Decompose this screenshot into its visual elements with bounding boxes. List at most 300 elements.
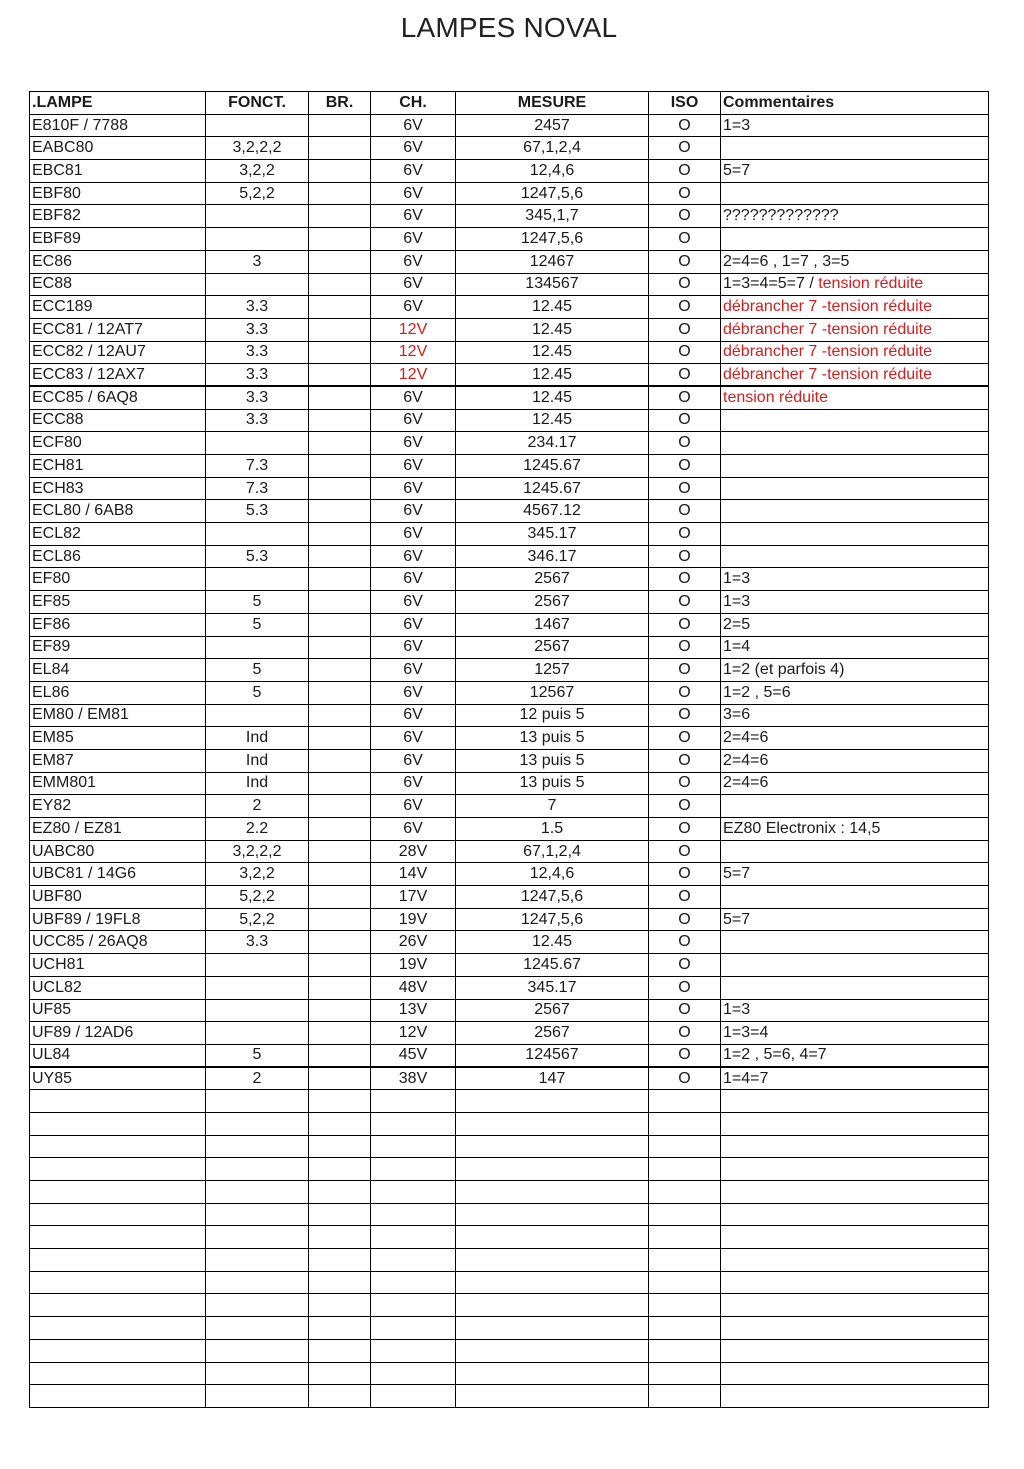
lamp-table bbox=[29, 91, 989, 1408]
cell-mesure: 12 puis 5 bbox=[456, 704, 649, 727]
cell-iso: O bbox=[649, 205, 721, 228]
cell-lampe: EZ80 / EZ81 bbox=[30, 818, 206, 841]
cell-ch: 6V bbox=[371, 477, 456, 500]
cell-iso: O bbox=[649, 795, 721, 818]
cell-mesure: 1257 bbox=[456, 659, 649, 682]
cell-br bbox=[309, 931, 371, 954]
cell-iso: O bbox=[649, 818, 721, 841]
empty-cell bbox=[206, 1112, 309, 1135]
cell-commentaires bbox=[721, 681, 989, 704]
cell-br bbox=[309, 976, 371, 999]
cell-mesure: 12.45 bbox=[456, 341, 649, 364]
empty-cell bbox=[309, 1271, 371, 1294]
empty-table-row bbox=[30, 1158, 989, 1181]
cell-br bbox=[309, 205, 371, 228]
cell-br bbox=[309, 228, 371, 251]
comment-text: 1=2 , 5=6, 4=7 bbox=[723, 1046, 827, 1064]
cell-lampe: EC88 bbox=[30, 273, 206, 296]
cell-fonct: 3,2,2 bbox=[206, 863, 309, 886]
cell-ch: 6V bbox=[371, 386, 456, 409]
cell-ch: 6V bbox=[371, 591, 456, 614]
cell-commentaires bbox=[721, 772, 989, 795]
cell-lampe: EBF80 bbox=[30, 182, 206, 205]
cell-mesure: 2457 bbox=[456, 114, 649, 137]
cell-iso: O bbox=[649, 749, 721, 772]
cell-lampe: EY82 bbox=[30, 795, 206, 818]
comment-warning-text: débrancher 7 -tension réduite bbox=[723, 320, 933, 338]
empty-cell bbox=[30, 1181, 206, 1204]
cell-lampe: EF86 bbox=[30, 613, 206, 636]
cell-fonct bbox=[206, 228, 309, 251]
table-row bbox=[30, 545, 989, 568]
cell-iso: O bbox=[649, 863, 721, 886]
header-row bbox=[30, 92, 989, 115]
cell-iso: O bbox=[649, 1067, 721, 1090]
cell-iso: O bbox=[649, 908, 721, 931]
empty-cell bbox=[30, 1158, 206, 1181]
cell-fonct: 3,2,2,2 bbox=[206, 840, 309, 863]
empty-cell bbox=[206, 1271, 309, 1294]
empty-cell bbox=[309, 1226, 371, 1249]
cell-mesure: 13 puis 5 bbox=[456, 772, 649, 795]
cell-lampe: UL84 bbox=[30, 1044, 206, 1067]
table-row bbox=[30, 1022, 989, 1045]
empty-cell bbox=[456, 1181, 649, 1204]
empty-cell bbox=[456, 1249, 649, 1272]
cell-ch: 14V bbox=[371, 863, 456, 886]
table-row bbox=[30, 840, 989, 863]
cell-ch: 6V bbox=[371, 182, 456, 205]
cell-commentaires bbox=[721, 296, 989, 319]
table-row bbox=[30, 863, 989, 886]
cell-ch: 38V bbox=[371, 1067, 456, 1090]
cell-br bbox=[309, 795, 371, 818]
cell-iso: O bbox=[649, 432, 721, 455]
empty-table-row bbox=[30, 1362, 989, 1385]
cell-br bbox=[309, 681, 371, 704]
cell-fonct: 7.3 bbox=[206, 477, 309, 500]
cell-br bbox=[309, 114, 371, 137]
cell-ch: 6V bbox=[371, 523, 456, 546]
table-row bbox=[30, 386, 989, 409]
cell-br bbox=[309, 250, 371, 273]
cell-lampe: ECL86 bbox=[30, 545, 206, 568]
cell-mesure: 12467 bbox=[456, 250, 649, 273]
cell-ch: 6V bbox=[371, 636, 456, 659]
empty-cell bbox=[206, 1226, 309, 1249]
empty-cell bbox=[309, 1090, 371, 1113]
cell-lampe: ECC82 / 12AU7 bbox=[30, 341, 206, 364]
table-body bbox=[30, 114, 989, 1407]
table-row bbox=[30, 591, 989, 614]
cell-iso: O bbox=[649, 568, 721, 591]
cell-ch: 13V bbox=[371, 999, 456, 1022]
empty-cell bbox=[721, 1203, 989, 1226]
empty-cell bbox=[371, 1385, 456, 1408]
cell-fonct: 3.3 bbox=[206, 409, 309, 432]
cell-lampe: ECF80 bbox=[30, 432, 206, 455]
empty-cell bbox=[309, 1339, 371, 1362]
cell-fonct bbox=[206, 205, 309, 228]
cell-ch: 6V bbox=[371, 273, 456, 296]
empty-cell bbox=[649, 1203, 721, 1226]
cell-commentaires bbox=[721, 795, 989, 818]
comment-text: 2=4=6 bbox=[723, 751, 769, 769]
cell-iso: O bbox=[649, 659, 721, 682]
cell-ch: 6V bbox=[371, 114, 456, 137]
cell-fonct: 5,2,2 bbox=[206, 182, 309, 205]
empty-cell bbox=[649, 1385, 721, 1408]
cell-commentaires bbox=[721, 636, 989, 659]
cell-ch: 6V bbox=[371, 613, 456, 636]
empty-cell bbox=[30, 1317, 206, 1340]
cell-fonct bbox=[206, 568, 309, 591]
cell-br bbox=[309, 455, 371, 478]
cell-iso: O bbox=[649, 591, 721, 614]
cell-fonct: Ind bbox=[206, 772, 309, 795]
empty-cell bbox=[649, 1317, 721, 1340]
cell-br bbox=[309, 659, 371, 682]
empty-cell bbox=[206, 1158, 309, 1181]
cell-commentaires bbox=[721, 477, 989, 500]
cell-br bbox=[309, 364, 371, 387]
table-row bbox=[30, 954, 989, 977]
empty-cell bbox=[371, 1294, 456, 1317]
empty-cell bbox=[206, 1317, 309, 1340]
empty-cell bbox=[206, 1203, 309, 1226]
cell-commentaires bbox=[721, 114, 989, 137]
comment-text: 5=7 bbox=[723, 865, 751, 883]
empty-cell bbox=[206, 1249, 309, 1272]
empty-cell bbox=[206, 1135, 309, 1158]
cell-lampe: UCC85 / 26AQ8 bbox=[30, 931, 206, 954]
empty-cell bbox=[721, 1271, 989, 1294]
cell-br bbox=[309, 727, 371, 750]
empty-cell bbox=[456, 1271, 649, 1294]
table-row bbox=[30, 341, 989, 364]
cell-iso: O bbox=[649, 114, 721, 137]
cell-mesure: 1245.67 bbox=[456, 954, 649, 977]
table-row bbox=[30, 886, 989, 909]
cell-br bbox=[309, 613, 371, 636]
empty-cell bbox=[206, 1385, 309, 1408]
cell-commentaires bbox=[721, 386, 989, 409]
empty-cell bbox=[371, 1317, 456, 1340]
empty-cell bbox=[206, 1181, 309, 1204]
table-row bbox=[30, 931, 989, 954]
cell-mesure: 2567 bbox=[456, 1022, 649, 1045]
cell-ch: 6V bbox=[371, 772, 456, 795]
table-row bbox=[30, 681, 989, 704]
header-mesure: MESURE bbox=[456, 92, 649, 115]
empty-cell bbox=[456, 1090, 649, 1113]
cell-fonct: 3,2,2 bbox=[206, 160, 309, 183]
table-row bbox=[30, 772, 989, 795]
empty-cell bbox=[309, 1135, 371, 1158]
comment-text: 2=4=6 , 1=7 , 3=5 bbox=[723, 252, 850, 270]
cell-ch: 6V bbox=[371, 545, 456, 568]
empty-cell bbox=[456, 1226, 649, 1249]
cell-mesure: 1.5 bbox=[456, 818, 649, 841]
comment-text: 3=6 bbox=[723, 706, 751, 724]
cell-fonct bbox=[206, 1022, 309, 1045]
empty-cell bbox=[456, 1158, 649, 1181]
table-row bbox=[30, 704, 989, 727]
cell-iso: O bbox=[649, 500, 721, 523]
cell-iso: O bbox=[649, 364, 721, 387]
empty-cell bbox=[456, 1294, 649, 1317]
cell-iso: O bbox=[649, 727, 721, 750]
comment-text: 1=2 (et parfois 4) bbox=[723, 661, 845, 679]
cell-mesure: 2567 bbox=[456, 636, 649, 659]
cell-mesure: 12,4,6 bbox=[456, 160, 649, 183]
empty-cell bbox=[649, 1294, 721, 1317]
table-row bbox=[30, 160, 989, 183]
cell-iso: O bbox=[649, 954, 721, 977]
cell-mesure: 1467 bbox=[456, 613, 649, 636]
cell-mesure: 7 bbox=[456, 795, 649, 818]
cell-lampe: EF89 bbox=[30, 636, 206, 659]
empty-cell bbox=[30, 1385, 206, 1408]
cell-fonct: 5 bbox=[206, 681, 309, 704]
cell-commentaires bbox=[721, 840, 989, 863]
cell-commentaires bbox=[721, 704, 989, 727]
empty-cell bbox=[206, 1090, 309, 1113]
cell-mesure: 345.17 bbox=[456, 976, 649, 999]
empty-table-row bbox=[30, 1112, 989, 1135]
cell-lampe: ECC189 bbox=[30, 296, 206, 319]
empty-cell bbox=[30, 1362, 206, 1385]
cell-fonct: 3.3 bbox=[206, 318, 309, 341]
cell-commentaires bbox=[721, 500, 989, 523]
cell-commentaires bbox=[721, 1022, 989, 1045]
cell-mesure: 1247,5,6 bbox=[456, 908, 649, 931]
cell-fonct bbox=[206, 432, 309, 455]
cell-lampe: ECC88 bbox=[30, 409, 206, 432]
cell-mesure: 234.17 bbox=[456, 432, 649, 455]
table-row bbox=[30, 659, 989, 682]
cell-iso: O bbox=[649, 273, 721, 296]
cell-iso: O bbox=[649, 772, 721, 795]
empty-cell bbox=[309, 1249, 371, 1272]
empty-cell bbox=[30, 1339, 206, 1362]
cell-commentaires bbox=[721, 818, 989, 841]
table-row bbox=[30, 613, 989, 636]
empty-cell bbox=[649, 1226, 721, 1249]
cell-fonct bbox=[206, 976, 309, 999]
empty-cell bbox=[649, 1249, 721, 1272]
comment-text: 2=4=6 bbox=[723, 729, 769, 747]
cell-ch: 6V bbox=[371, 749, 456, 772]
cell-lampe: ECC83 / 12AX7 bbox=[30, 364, 206, 387]
table-row bbox=[30, 455, 989, 478]
empty-cell bbox=[206, 1294, 309, 1317]
cell-ch: 45V bbox=[371, 1044, 456, 1067]
cell-br bbox=[309, 591, 371, 614]
cell-commentaires bbox=[721, 364, 989, 387]
cell-commentaires bbox=[721, 727, 989, 750]
cell-ch: 6V bbox=[371, 818, 456, 841]
cell-ch: 6V bbox=[371, 205, 456, 228]
cell-lampe: EM85 bbox=[30, 727, 206, 750]
cell-fonct: 3.3 bbox=[206, 364, 309, 387]
cell-ch: 6V bbox=[371, 659, 456, 682]
empty-table-row bbox=[30, 1271, 989, 1294]
empty-cell bbox=[371, 1362, 456, 1385]
comment-text: 5=7 bbox=[723, 161, 751, 179]
cell-br bbox=[309, 409, 371, 432]
cell-fonct bbox=[206, 999, 309, 1022]
comment-text: 1=3 bbox=[723, 570, 751, 588]
empty-table-row bbox=[30, 1181, 989, 1204]
empty-cell bbox=[30, 1226, 206, 1249]
cell-lampe: EBF89 bbox=[30, 228, 206, 251]
table-row bbox=[30, 205, 989, 228]
empty-cell bbox=[649, 1112, 721, 1135]
cell-iso: O bbox=[649, 296, 721, 319]
table-row bbox=[30, 976, 989, 999]
cell-commentaires bbox=[721, 1044, 989, 1067]
cell-iso: O bbox=[649, 1022, 721, 1045]
empty-cell bbox=[456, 1362, 649, 1385]
cell-iso: O bbox=[649, 250, 721, 273]
page-title: LAMPES NOVAL bbox=[400, 12, 618, 43]
cell-lampe: EL84 bbox=[30, 659, 206, 682]
cell-mesure: 1247,5,6 bbox=[456, 228, 649, 251]
comment-text: 1=2 , 5=6 bbox=[723, 683, 791, 701]
cell-commentaires bbox=[721, 523, 989, 546]
cell-ch: 6V bbox=[371, 704, 456, 727]
cell-fonct: Ind bbox=[206, 749, 309, 772]
cell-br bbox=[309, 568, 371, 591]
empty-table-row bbox=[30, 1203, 989, 1226]
table-row bbox=[30, 364, 989, 387]
cell-lampe: EBF82 bbox=[30, 205, 206, 228]
cell-iso: O bbox=[649, 318, 721, 341]
cell-lampe: ECL80 / 6AB8 bbox=[30, 500, 206, 523]
cell-br bbox=[309, 886, 371, 909]
cell-fonct: 5,2,2 bbox=[206, 886, 309, 909]
cell-fonct bbox=[206, 523, 309, 546]
cell-fonct: 3 bbox=[206, 250, 309, 273]
cell-commentaires bbox=[721, 591, 989, 614]
cell-lampe: EABC80 bbox=[30, 137, 206, 160]
cell-fonct: 3.3 bbox=[206, 931, 309, 954]
cell-fonct: 2 bbox=[206, 1067, 309, 1090]
cell-mesure: 345.17 bbox=[456, 523, 649, 546]
cell-ch: 19V bbox=[371, 954, 456, 977]
cell-fonct bbox=[206, 704, 309, 727]
cell-fonct: 5 bbox=[206, 1044, 309, 1067]
cell-ch: 6V bbox=[371, 160, 456, 183]
cell-lampe: EMM801 bbox=[30, 772, 206, 795]
cell-commentaires bbox=[721, 659, 989, 682]
cell-mesure: 1245.67 bbox=[456, 477, 649, 500]
cell-iso: O bbox=[649, 409, 721, 432]
comment-text: 1=3=4 bbox=[723, 1024, 769, 1042]
cell-iso: O bbox=[649, 976, 721, 999]
cell-iso: O bbox=[649, 228, 721, 251]
cell-mesure: 346.17 bbox=[456, 545, 649, 568]
comment-warning-text: tension réduite bbox=[723, 389, 828, 407]
cell-commentaires bbox=[721, 613, 989, 636]
cell-mesure: 12.45 bbox=[456, 931, 649, 954]
cell-fonct: 7.3 bbox=[206, 455, 309, 478]
cell-iso: O bbox=[649, 523, 721, 546]
cell-iso: O bbox=[649, 999, 721, 1022]
cell-lampe: UF89 / 12AD6 bbox=[30, 1022, 206, 1045]
empty-table-row bbox=[30, 1294, 989, 1317]
cell-br bbox=[309, 160, 371, 183]
cell-lampe: ECH81 bbox=[30, 455, 206, 478]
cell-iso: O bbox=[649, 931, 721, 954]
cell-br bbox=[309, 840, 371, 863]
cell-br bbox=[309, 318, 371, 341]
cell-lampe: EL86 bbox=[30, 681, 206, 704]
empty-cell bbox=[721, 1385, 989, 1408]
empty-cell bbox=[371, 1271, 456, 1294]
cell-br bbox=[309, 749, 371, 772]
table-row bbox=[30, 114, 989, 137]
empty-cell bbox=[371, 1339, 456, 1362]
table-row bbox=[30, 296, 989, 319]
cell-commentaires bbox=[721, 545, 989, 568]
cell-br bbox=[309, 772, 371, 795]
header-fonct: FONCT. bbox=[206, 92, 309, 115]
empty-cell bbox=[309, 1385, 371, 1408]
cell-br bbox=[309, 296, 371, 319]
empty-cell bbox=[456, 1339, 649, 1362]
cell-fonct bbox=[206, 636, 309, 659]
empty-cell bbox=[721, 1135, 989, 1158]
comment-text: 1=4 bbox=[723, 638, 751, 656]
empty-cell bbox=[30, 1203, 206, 1226]
empty-cell bbox=[649, 1135, 721, 1158]
cell-ch: 6V bbox=[371, 409, 456, 432]
comment-warning-text: débrancher 7 -tension réduite bbox=[723, 298, 933, 316]
cell-lampe: UY85 bbox=[30, 1067, 206, 1090]
cell-br bbox=[309, 1067, 371, 1090]
empty-cell bbox=[309, 1362, 371, 1385]
comment-text: 1=3 bbox=[723, 1001, 751, 1019]
cell-commentaires bbox=[721, 318, 989, 341]
comment-text: 1=3 bbox=[723, 116, 751, 134]
cell-fonct: 5 bbox=[206, 613, 309, 636]
table-row bbox=[30, 500, 989, 523]
cell-fonct: 3,2,2,2 bbox=[206, 137, 309, 160]
cell-mesure: 12.45 bbox=[456, 296, 649, 319]
cell-commentaires bbox=[721, 455, 989, 478]
cell-commentaires bbox=[721, 954, 989, 977]
cell-mesure: 12,4,6 bbox=[456, 863, 649, 886]
cell-ch: 6V bbox=[371, 500, 456, 523]
cell-mesure: 1247,5,6 bbox=[456, 886, 649, 909]
empty-cell bbox=[309, 1181, 371, 1204]
comment-warning-text: tension réduite bbox=[818, 275, 924, 293]
cell-ch: 6V bbox=[371, 727, 456, 750]
header-ch: CH. bbox=[371, 92, 456, 115]
cell-iso: O bbox=[649, 613, 721, 636]
cell-lampe: EM80 / EM81 bbox=[30, 704, 206, 727]
cell-fonct bbox=[206, 114, 309, 137]
cell-ch: 12V bbox=[371, 364, 456, 387]
comment-text: 5=7 bbox=[723, 910, 751, 928]
cell-commentaires bbox=[721, 999, 989, 1022]
cell-commentaires bbox=[721, 160, 989, 183]
empty-cell bbox=[721, 1339, 989, 1362]
cell-ch: 26V bbox=[371, 931, 456, 954]
cell-iso: O bbox=[649, 182, 721, 205]
